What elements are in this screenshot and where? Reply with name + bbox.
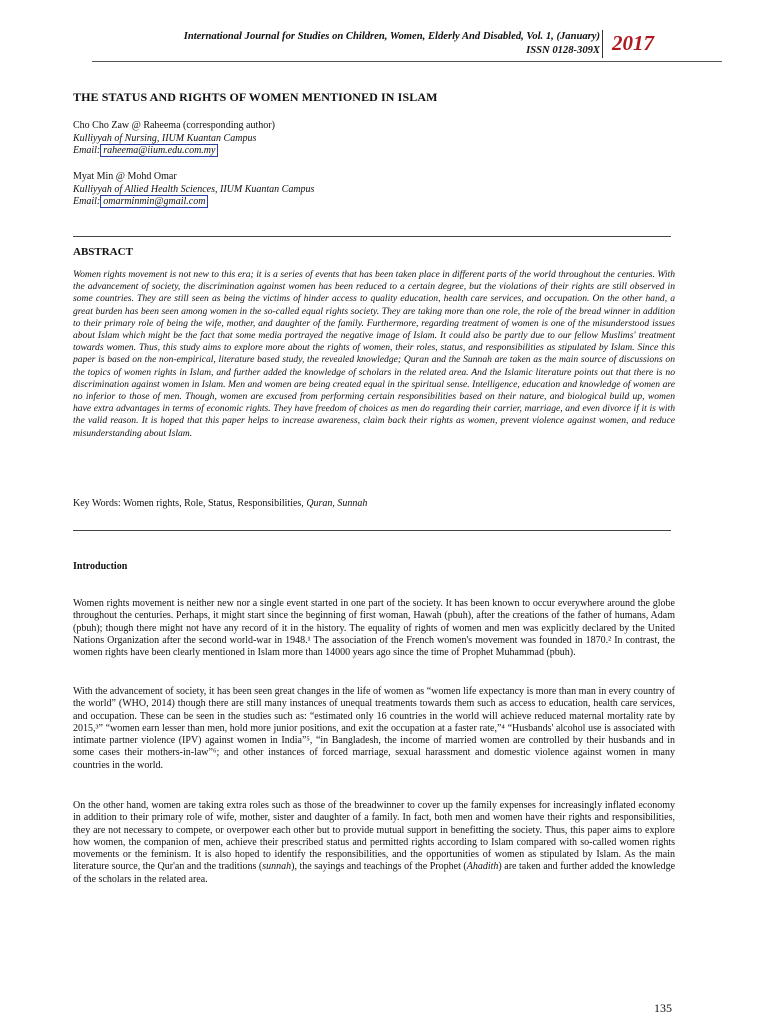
intro-paragraph-1: Women rights movement is neither new nor a single event started in one part of the society. It has been known to occur everywhere around the globe throughout the centuries. Perhaps, it might start since the beginning of first woman, Hawah (pbuh), after the creations of the father of humans, Adam (pbuh); though there might not have any record of it in the history. The equality of rights of women and men was explicitly declared by the United Nations Organization after the second world-war in 1948.¹ The association of the French women's movement was founded in 1870.² In contrast, the women rights have been clearly mentioned in Islam more than 14000 years ago since the time of Prophet Muhammad (pbuh). [73,598,675,659]
email-link[interactable]: omarminmin@gmail.com [100,195,208,208]
header-divider [602,30,603,58]
keywords [73,498,675,509]
section-rule [73,236,671,237]
author-affiliation: Kulliyyah of Allied Health Sciences, IIUM Kuantan Campus [73,183,315,195]
journal-year: 2017 [612,31,654,55]
p3-term-ahadith: Ahadith [466,861,499,873]
keywords-plain: Women rights, Role, Status, Responsibilities, [120,498,307,509]
author-block-1 [73,120,675,158]
author-block-2 [73,171,675,209]
email-label: Email: [73,196,101,207]
page-number: 135 [654,1001,672,1015]
journal-title: International Journal for Studies on Children, Women, Elderly And Disabled, Vol. 1, (January) [183,31,600,42]
abstract-text: Women rights movement is not new to this era; it is a series of events that has been taken place in different parts of the world throughout the centuries. With the advancement of society, the discrimination against women has been reduced to a certain degree, but the violations of their rights are still observed in some countries. They are still seen as being the victims of hinder access to quality education, health care services, and occupation. On the other hand, a great burden has been seen among women in the so-called equal rights society. They are taking more than one role, the role of the bread winner in addition to their primary role of being the wife, mother, and daughter of the family. Furthermore, regarding treatment of women is one of the misunderstood issues about Islam which might be the fact that some media portrayed the negative image of Islam. It could also be partly due to our fellow Muslims' treatment towards women. Thus, this study aims to explore more about the rights of women, their roles, status, and responsibilities as stipulated by Islam. Since this paper is based on the non-empirical, literature based study, the revealed knowledge; Quran and the Sunnah are taken as the main source of discussions on the topics of women rights in Islam, and further added the knowledge of scholars in the related area. And the Islamic literature points out that there is no discrimination against women in Islam. Men and women are being created equal in the spiritual sense. Intelligence, education and knowledge of women are no inferior to those of men. Though, women are excused from performing certain responsibilities based on their nature, and biological build up, women have extra advantages in terms of economic rights. They have freedom of choices as men do regarding their carrier, marriage, and even divorce if it is with the valid reason. It is hoped that this paper helps to increase awareness, claim back their rights as women, prevent violence against women, and reduce misunderstanding about Islam. [73,269,675,439]
paper-title: THE STATUS AND RIGHTS OF WOMEN MENTIONED IN ISLAM [73,90,438,104]
keywords-italic: Quran, Sunnah [306,498,368,509]
intro-paragraph-2: With the advancement of society, it has been seen great changes in the life of women as “women life expectancy is more than man in every country of the world” (WHO, 2014) though there are still many instances of unequal treatments towards them such as access to education, health care services, and occupation. These can be seen in the studies such as: “estimated only 16 countries in the world will achieve reduced maternal mortality rate by 2015,³” “women earn lesser than men, hold more junior positions, and exit the occupation at a faster rate,”⁴ “Husbands' alcohol use is associated with intimate partner violence (IPV) against women in India”⁵, “in Bangladesh, the income of married women are controlled by their husbands and in some cases their mothers-in-law”⁶; and other instances of forced marriage, sexual harassment and domestic violence against women in many countries in the world. [73,686,675,771]
abstract-heading: ABSTRACT [73,246,133,258]
email-label: Email: [73,145,101,156]
author-affiliation: Kulliyyah of Nursing, IIUM Kuantan Campus [73,132,257,144]
p3-text-b: ), the sayings and teachings of the Prophet ( [291,861,467,873]
issn: ISSN 0128-309X [526,45,600,56]
p3-text-a: On the other hand, women are taking extra roles such as those of the breadwinner to cover up the family expenses for increasingly inflated economy in addition to their primary role of wife, mother, sister and daughter of a family. In fact, both men and women have their rights and responsibilities, they are not necessary to compete, or overpower each other but to provide mutual support in benefitting the society. Thus, this paper aims to explore how women, the companion of men, achieve their prescribed status and permitted rights according to Islam compared with so-called women rights movements or the feminism. It is also hoped to identify the responsibilities, and the opportunities of women as stipulated by Islam. As the main literature source, the Qur'an and the traditions ( [73,800,675,873]
header-rule [92,61,722,62]
author-email-line [73,145,675,158]
intro-paragraph-3 [73,800,675,886]
p3-text-c: ) are taken and further added the knowledge of the scholars in the related area. [73,861,676,885]
running-header [92,28,722,62]
introduction-heading: Introduction [73,561,128,572]
section-rule [73,530,671,531]
author-name: Cho Cho Zaw @ Raheema (corresponding author) [73,120,275,131]
author-name: Myat Min @ Mohd Omar [73,171,177,182]
email-link[interactable]: raheema@iium.edu.com.my [100,144,218,157]
p3-term-sunnah: sunnah [262,861,292,873]
keywords-label: Key Words: [73,498,121,509]
author-email-line [73,196,675,209]
